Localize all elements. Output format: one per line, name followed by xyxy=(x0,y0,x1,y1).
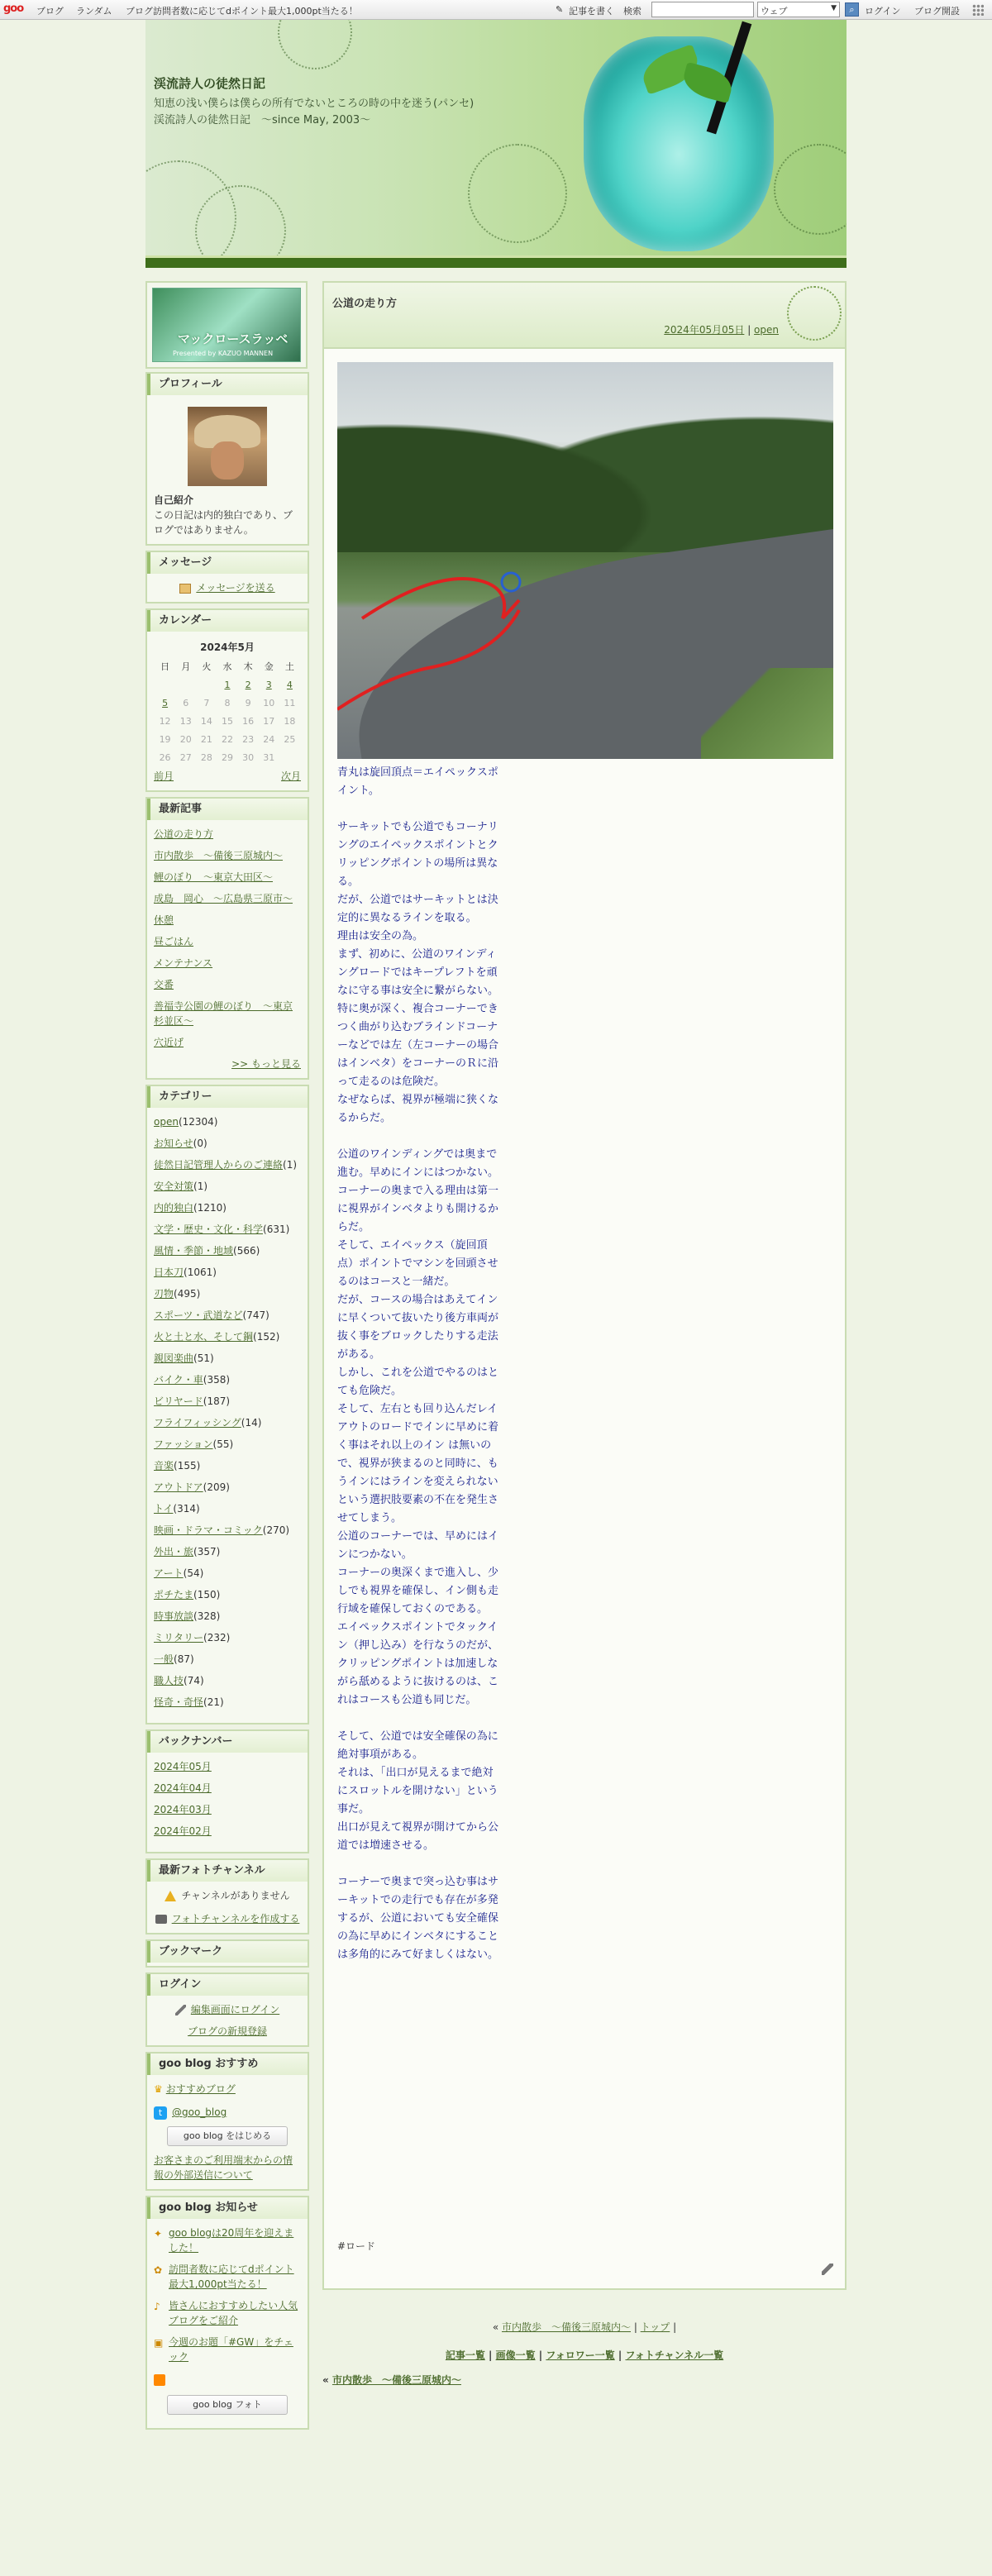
calendar-day: 14 xyxy=(200,716,212,727)
profile-image xyxy=(188,407,267,486)
calendar-day: 27 xyxy=(179,752,192,763)
category-item: 時事放談(328) xyxy=(154,1610,221,1622)
calendar-next-link[interactable]: 次月 xyxy=(280,770,301,782)
weekday: 火 xyxy=(202,661,212,672)
entry-date-link[interactable]: 2024年05月05日 xyxy=(664,324,745,336)
category-item: 安全対策(1) xyxy=(154,1181,208,1192)
calendar-day: 17 xyxy=(263,716,275,727)
backnumber-link[interactable]: 2024年04月 xyxy=(154,1782,212,1794)
calendar-day: 10 xyxy=(263,698,275,708)
entry-body: 青丸は旋回頂点＝エイペックスポイント。 サーキットでも公道でもコーナリングのエイペックスポイントとクリッピングポイントの場所は異なる。 だが、公道ではサーキットとは決定的に異なるラインを取る。 理由は安全の為。 まず、初めに、公道のワインディングロードではキープレフトを頑なに守る事は安全に繋がらない。 特に奥が深く、複合コーナーできつく曲がり込むブラインドコーナーなどでは左（左コーナーの場合はインベタ）をコーナーのＲに沿って走るのは危険だ。 なぜならば、視界が極端に狭くなるからだ。 公道のワインディングでは奥まで進む。早めにインにはつかない。 コーナーの奥まで入る理由は第一に視界がインベタよりも開けるからだ。 そして、エイペックス（旋回頂点）ポイントでマシンを回頭させるのはコースと一緒だ。 だが、コースの場合はあえてインに早くついて抜いたり後方車両が抜く事をブロックしたりする走法がある。 しかし、これを公道でやるのはとても危険だ。 そして、左右とも回り込んだレイアウトのロードでインに早めに着く事はそれ以上のイン は無いので、視界が狭まるのと同時に、もうインにはラインを変えられないという選択肢要素の不在を発生させてしまう。 公道のコーナーでは、早めにはインにつかない。 コーナーの奥深くまで進入し、少しでも視界を確保し、イン側も走行域を確保しておくのである。 エイペックスポイントでタックイン（押し込み）を行なうのだが、クリッピングポイントは加速しながら舐めるように抜けるのは、これはコースも公道も同じだ。 そして、公道では安全確保の為に絶対事項がある。 それは、「出口が見えるまで絶対にスロットルを開けない」という事だ。 出口が見えて視界が開けてから公道では増速させる。 コーナーで奥まで突っ込む事はサーキットでの走行でも存在が多発するが、公道においても安全確保の為に早めにインベタにすることは多角的にみて好ましくはない。 xyxy=(337,766,499,1961)
news-item xyxy=(154,2262,301,2292)
list-links: 記事一覧 | 画像一覧 | フォロワー一覧 | フォトチャンネル一覧 xyxy=(445,2349,724,2361)
category-link[interactable]: アート xyxy=(154,1567,184,1579)
toolbar-link-campaign[interactable]: ブログ訪問者数に応じてdポイント最大1,000pt当たる！ xyxy=(126,6,358,17)
calendar-day: 29 xyxy=(221,752,233,763)
twitter-link[interactable]: @goo_blog xyxy=(172,2106,227,2118)
calendar-table xyxy=(155,658,300,767)
lace-decoration xyxy=(774,144,847,235)
calendar-day: 8 xyxy=(224,698,231,708)
calendar-day: 20 xyxy=(179,734,192,745)
category-item: 音楽(155) xyxy=(154,1460,201,1472)
news-link[interactable]: 皆さんにおすすめしたい人気ブログをご紹介 xyxy=(169,2300,298,2326)
calendar-day: 28 xyxy=(200,752,212,763)
recommend-title: goo blog おすすめ xyxy=(147,2054,308,2075)
weekday: 月 xyxy=(181,661,191,672)
category-item: アウトドア(209) xyxy=(154,1481,230,1493)
search-button[interactable]: ⌕ xyxy=(845,2,859,17)
blog-banner[interactable] xyxy=(145,281,308,369)
lace-decoration xyxy=(468,144,567,243)
entry-tag[interactable]: #ロード xyxy=(337,2240,376,2252)
backnumber-title: バックナンバー xyxy=(147,1731,308,1753)
category-item: ファッション(55) xyxy=(154,1438,234,1450)
apps-grid-icon[interactable] xyxy=(972,4,984,16)
category-item: お知らせ(0) xyxy=(154,1138,207,1149)
calendar-day: 26 xyxy=(159,752,171,763)
backnumber-box xyxy=(145,1729,309,1853)
category-link[interactable]: フライフィッシング xyxy=(154,1417,241,1429)
entry-pagination: « 市内散歩 ～備後三原城内～ | トップ | xyxy=(492,2321,677,2333)
calendar-day xyxy=(175,676,196,694)
search-input[interactable] xyxy=(651,2,754,17)
lace-decoration xyxy=(787,286,842,341)
category-item: スポーツ・武道など(747) xyxy=(154,1309,269,1321)
calendar-day: 9 xyxy=(245,698,251,708)
category-link[interactable]: アウトドア xyxy=(154,1481,203,1493)
news-link[interactable]: 今週のお題「#GW」をチェック xyxy=(169,2336,293,2363)
rss-icon[interactable] xyxy=(154,2374,165,2386)
calendar-prev-link[interactable]: 前月 xyxy=(154,770,174,782)
category-item: トイ(314) xyxy=(154,1503,200,1515)
weekday: 金 xyxy=(264,661,274,672)
news-box xyxy=(145,2196,309,2430)
calendar-day: 15 xyxy=(221,716,233,727)
calendar-day: 12 xyxy=(159,716,171,727)
news-item xyxy=(154,2335,301,2364)
category-item: 内的独白(1210) xyxy=(154,1202,227,1214)
main-content xyxy=(322,281,847,2386)
profile-title: プロフィール xyxy=(147,374,308,395)
category-link[interactable]: ミリタリー xyxy=(154,1632,204,1643)
category-item: ポチたま(150) xyxy=(154,1589,221,1600)
banner-title: マックロースラッベ xyxy=(178,332,289,346)
bottom-prev-entry-link[interactable]: 市内散歩 ～備後三原城内～ xyxy=(331,2374,461,2386)
calendar-day: 11 xyxy=(284,698,296,708)
intro-text: この日記は内的独白であり、ブログではありません。 xyxy=(154,509,293,536)
calendar-day: 23 xyxy=(242,734,255,745)
banner-image xyxy=(152,288,301,362)
calendar-day-link[interactable]: 4 xyxy=(286,680,293,690)
message-title: メッセージ xyxy=(147,552,308,574)
category-link[interactable]: 安全対策 xyxy=(154,1181,194,1192)
warning-icon xyxy=(165,1891,176,1901)
calendar-day: 6 xyxy=(183,698,189,708)
entry-photo[interactable] xyxy=(337,362,833,759)
category-link[interactable]: 職人技 xyxy=(154,1675,184,1686)
gift-icon: ✿ xyxy=(154,2264,163,2276)
category-item: 刃物(495) xyxy=(154,1288,201,1300)
open-blog-link[interactable]: ブログ開設 xyxy=(914,6,960,17)
camera-icon xyxy=(155,1915,167,1924)
goo-logo[interactable]: goo xyxy=(3,2,24,15)
calendar-day-link[interactable]: 1 xyxy=(224,680,231,690)
category-item: バイク・車(358) xyxy=(154,1374,231,1386)
recent-entry-link[interactable]: 善福寺公園の鯉のぼり ～東京杉並区～ xyxy=(154,1000,293,1027)
create-photo-channel-link[interactable]: フォトチャンネルを作成する xyxy=(171,1913,300,1925)
racing-line-overlay xyxy=(337,362,833,759)
photo-channel-list-link[interactable]: フォトチャンネル一覧 xyxy=(625,2349,724,2361)
calendar-day: 30 xyxy=(242,752,255,763)
article-list-link[interactable]: 記事一覧 xyxy=(445,2349,485,2361)
entry-category-link[interactable]: open xyxy=(754,324,779,336)
goo-toolbar xyxy=(0,0,992,20)
category-link[interactable]: 徒然日記管理人からのご連絡 xyxy=(154,1159,284,1171)
category-link[interactable]: 風情・季節・地域 xyxy=(154,1245,234,1257)
calendar-day: 22 xyxy=(221,734,233,745)
calendar-title: カレンダー xyxy=(147,610,308,632)
external-transmission-link[interactable]: お客さまのご利用端末からの情報の外部送信について xyxy=(154,2154,293,2181)
chevron-down-icon: ▼ xyxy=(831,4,837,12)
backnumber-link[interactable]: 2024年03月 xyxy=(154,1804,212,1815)
register-blog-link[interactable]: ブログの新規登録 xyxy=(187,2025,267,2037)
category-link[interactable]: ポチたま xyxy=(154,1589,194,1600)
category-link[interactable]: 刃物 xyxy=(154,1288,174,1300)
pencil-icon: ✎ xyxy=(556,4,564,15)
category-item: ミリタリー(232) xyxy=(154,1632,231,1643)
calendar-day: 24 xyxy=(263,734,275,745)
calendar-day xyxy=(279,749,300,767)
category-link[interactable]: ファッション xyxy=(154,1438,213,1450)
login-box xyxy=(145,1973,309,2047)
weekday: 日 xyxy=(160,661,170,672)
calendar-day: 31 xyxy=(263,752,275,763)
category-item: 職人技(74) xyxy=(154,1675,204,1686)
calendar-day xyxy=(155,676,175,694)
news-item xyxy=(154,2298,301,2328)
bottom-prev-nav: « 市内散歩 ～備後三原城内～ xyxy=(322,2374,461,2386)
news-title: goo blog お知らせ xyxy=(147,2197,308,2219)
ticket-icon: ▣ xyxy=(154,2337,164,2349)
sparkle-icon: ✦ xyxy=(154,2228,163,2240)
top-link[interactable]: トップ xyxy=(640,2321,670,2333)
category-link[interactable]: 文学・歴史・文化・科学 xyxy=(154,1224,264,1235)
category-link[interactable]: 映画・ドラマ・コミック xyxy=(154,1524,263,1536)
news-link[interactable]: goo blogは20周年を迎えました！ xyxy=(169,2227,294,2254)
category-link[interactable]: トイ xyxy=(154,1503,174,1515)
intro-label: 自己紹介 xyxy=(154,494,194,506)
goo-blog-photo-button[interactable]: goo blog フォト xyxy=(167,2395,288,2415)
recent-entry-link[interactable]: 市内散歩 ～備後三原城内～ xyxy=(154,850,284,861)
category-item: 外出・旅(357) xyxy=(154,1546,221,1558)
category-link[interactable]: バイク・車 xyxy=(154,1374,203,1386)
category-item: 日本刀(1061) xyxy=(154,1267,217,1278)
category-item: 映画・ドラマ・コミック(270) xyxy=(154,1524,290,1536)
banner-subtitle: Presented by KAZUO MANNEN xyxy=(173,350,274,357)
edit-icon[interactable] xyxy=(822,2264,833,2275)
category-item: 火と土と水、そして鋼(152) xyxy=(154,1331,280,1343)
recent-entries-title: 最新記事 xyxy=(147,799,308,820)
category-link[interactable]: 親図楽曲 xyxy=(154,1352,194,1364)
category-link[interactable]: 日本刀 xyxy=(154,1267,184,1278)
more-entries-link[interactable]: >> もっと見る xyxy=(231,1058,301,1070)
category-link[interactable]: お知らせ xyxy=(154,1138,193,1149)
calendar-day-link[interactable]: 2 xyxy=(245,680,251,690)
calendar-box xyxy=(145,608,309,792)
follower-list-link[interactable]: フォロワー一覧 xyxy=(546,2349,615,2361)
envelope-icon xyxy=(179,584,191,594)
twitter-icon: t xyxy=(154,2106,167,2120)
blog-title[interactable]: 渓流詩人の徒然日記 xyxy=(154,76,266,91)
profile-box xyxy=(145,372,309,546)
calendar-day: 7 xyxy=(203,698,210,708)
apex-marker xyxy=(502,573,520,591)
recent-entry-link[interactable]: 成島 岡心 ～広島県三原市～ xyxy=(154,893,293,904)
send-message-link[interactable]: メッセージを送る xyxy=(196,582,275,594)
toolbar-link-random[interactable]: ランダム xyxy=(76,6,112,17)
sidebar xyxy=(145,281,309,2435)
category-box xyxy=(145,1085,309,1724)
header-band xyxy=(145,258,847,268)
calendar-day: 21 xyxy=(200,734,212,745)
toolbar-link-blog[interactable]: ブログ xyxy=(36,6,64,17)
category-item: 徒然日記管理人からのご連絡(1) xyxy=(154,1159,298,1171)
category-link[interactable]: 時事放談 xyxy=(154,1610,194,1622)
racing-line xyxy=(362,579,504,618)
search-scope-select[interactable]: ウェブ ▼ xyxy=(757,2,840,17)
backnumber-link[interactable]: 2024年05月 xyxy=(154,1761,212,1772)
edit-login-link[interactable]: 編集画面にログイン xyxy=(190,2004,280,2015)
news-link[interactable]: 訪問者数に応じてdポイント最大1,000pt当たる！ xyxy=(169,2264,294,2290)
prev-entry-link[interactable]: 市内散歩 ～備後三原城内～ xyxy=(501,2321,631,2333)
racing-line xyxy=(337,610,519,709)
news-item xyxy=(154,2225,301,2255)
category-link[interactable]: 怪奇・奇怪 xyxy=(154,1696,204,1708)
category-title: カテゴリー xyxy=(147,1086,308,1108)
recent-entry-link[interactable]: 鯉のぼり ～東京大田区～ xyxy=(154,871,274,883)
recent-entry-link[interactable]: メンテナンス xyxy=(154,957,213,969)
entry-meta: 2024年05月05日 | open xyxy=(664,324,779,336)
category-item: open(12304) xyxy=(154,1116,218,1128)
pencil-icon xyxy=(175,2005,186,2015)
bookmark-box xyxy=(145,1939,309,1968)
recommend-box xyxy=(145,2052,309,2191)
category-link[interactable]: 外出・旅 xyxy=(154,1546,194,1558)
entry-title: 公道の走り方 xyxy=(332,298,398,310)
recent-entry-link[interactable]: 穴近げ xyxy=(154,1037,184,1048)
recent-entry-link[interactable]: 休憩 xyxy=(154,914,174,926)
bookmark-title: ブックマーク xyxy=(147,1941,308,1963)
start-goo-blog-button[interactable]: goo blog をはじめる xyxy=(167,2126,288,2146)
recent-entry-link[interactable]: 公道の走り方 xyxy=(154,828,214,840)
blog-header xyxy=(145,20,847,268)
entry xyxy=(322,281,847,2290)
category-item: フライフィッシング(14) xyxy=(154,1417,262,1429)
no-channel-text: チャンネルがありません xyxy=(181,1890,290,1901)
category-link[interactable]: 音楽 xyxy=(154,1460,174,1472)
login-link[interactable]: ログイン xyxy=(865,6,901,17)
category-link[interactable]: open xyxy=(154,1116,179,1128)
calendar-day: 18 xyxy=(284,716,296,727)
note-icon: ♪ xyxy=(154,2301,160,2312)
message-box xyxy=(145,551,309,603)
login-title: ログイン xyxy=(147,1974,308,1996)
write-article-link[interactable]: 記事を書く xyxy=(569,6,614,17)
recent-entry-link[interactable]: 昼ごはん xyxy=(154,936,194,947)
weekday: 土 xyxy=(284,661,294,672)
calendar-day: 19 xyxy=(159,734,171,745)
lace-decoration xyxy=(278,20,352,69)
crown-icon: ♛ xyxy=(154,2083,163,2095)
category-item: 風情・季節・地域(566) xyxy=(154,1245,260,1257)
recent-entries-box xyxy=(145,797,309,1080)
category-item: 文学・歴史・文化・科学(631) xyxy=(154,1224,290,1235)
category-link[interactable]: スポーツ・武道など xyxy=(154,1309,243,1321)
category-link[interactable]: ビリヤード xyxy=(154,1395,203,1407)
category-link[interactable]: 内的独白 xyxy=(154,1202,194,1214)
backnumber-link[interactable]: 2024年02月 xyxy=(154,1825,212,1837)
image-list-link[interactable]: 画像一覧 xyxy=(495,2349,536,2361)
weekday: 水 xyxy=(222,661,232,672)
calendar-day-link[interactable]: 3 xyxy=(265,680,272,690)
category-item: 親図楽曲(51) xyxy=(154,1352,214,1364)
search-label: 検索 xyxy=(623,6,641,17)
weekday: 木 xyxy=(243,661,253,672)
calendar-day: 13 xyxy=(179,716,192,727)
photo-channel-title: 最新フォトチャンネル xyxy=(147,1860,308,1882)
category-link[interactable]: 一般 xyxy=(154,1653,174,1665)
calendar-day-link[interactable]: 5 xyxy=(162,698,169,708)
blog-description: 知恵の浅い僕らは僕らの所有でないところの時の中を迷う(パンセ) 渓流詩人の徒然日記 ～since May, 2003～ xyxy=(154,98,485,126)
calendar-day xyxy=(196,676,217,694)
recent-entry-link[interactable]: 交番 xyxy=(154,979,174,990)
recommend-blog-link[interactable]: おすすめブログ xyxy=(165,2083,236,2095)
entry-header xyxy=(324,283,845,349)
category-item: ビリヤード(187) xyxy=(154,1395,231,1407)
calendar-month: 2024年5月 xyxy=(200,642,255,653)
category-link[interactable]: 火と土と水、そして鋼 xyxy=(154,1331,254,1343)
calendar-day: 16 xyxy=(242,716,255,727)
photo-channel-box xyxy=(145,1858,309,1934)
category-item: アート(54) xyxy=(154,1567,204,1579)
category-item: 一般(87) xyxy=(154,1653,194,1665)
category-item: 怪奇・奇怪(21) xyxy=(154,1696,224,1708)
calendar-day: 25 xyxy=(284,734,296,745)
